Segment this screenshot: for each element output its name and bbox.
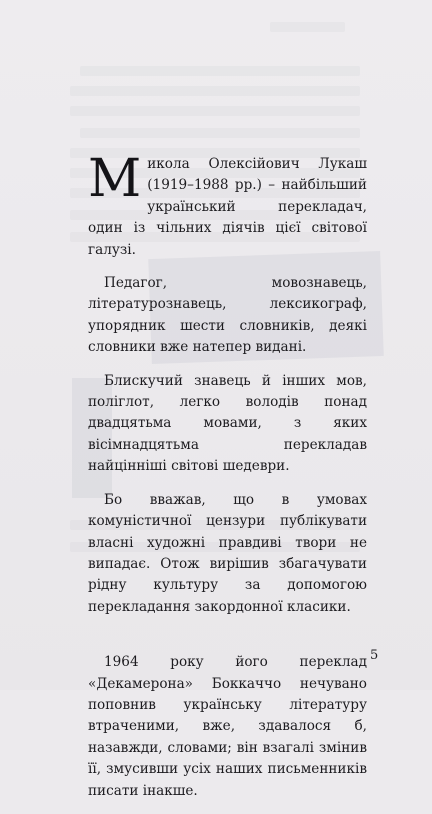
main-text — [88, 149, 367, 814]
paragraph-3: Блискучий знавець й інших мов, поліглот, легко володів понад двадцятьма мовами, з яких вісімнадцятьма перекладав найцінніші світові шедеври. — [88, 372, 367, 475]
paragraph-1 — [88, 149, 367, 261]
paragraph-1-text: икола Олексійович Лукаш (1919–1988 рр.) – найбільший український перекладач, один із чільних діячів цієї світової галузі. — [88, 156, 367, 258]
drop-cap: М — [88, 149, 142, 209]
paragraph-4: Бо вважав, що в умовах комуністичної цензури публікувати власні художні правдиві твори не випадає. Отож вирішив збагачувати рідну культуру за допомогою перекладання закордонної класики. — [88, 491, 367, 615]
paragraph-2: Педагог, мовознавець, літературознавець, лексикограф, упорядник шести словників, деякі словники вже натепер видані. — [88, 275, 367, 356]
paragraph-5: 1964 року його переклад «Декамерона» Боккаччо нечувано поповнив українську літературу втраченими, вже, здавалося б, назавжди, словами; він взагалі змінив її, змусивши усіх наших письменників писати інакше. — [88, 654, 367, 799]
page-number: 5 — [370, 648, 379, 663]
